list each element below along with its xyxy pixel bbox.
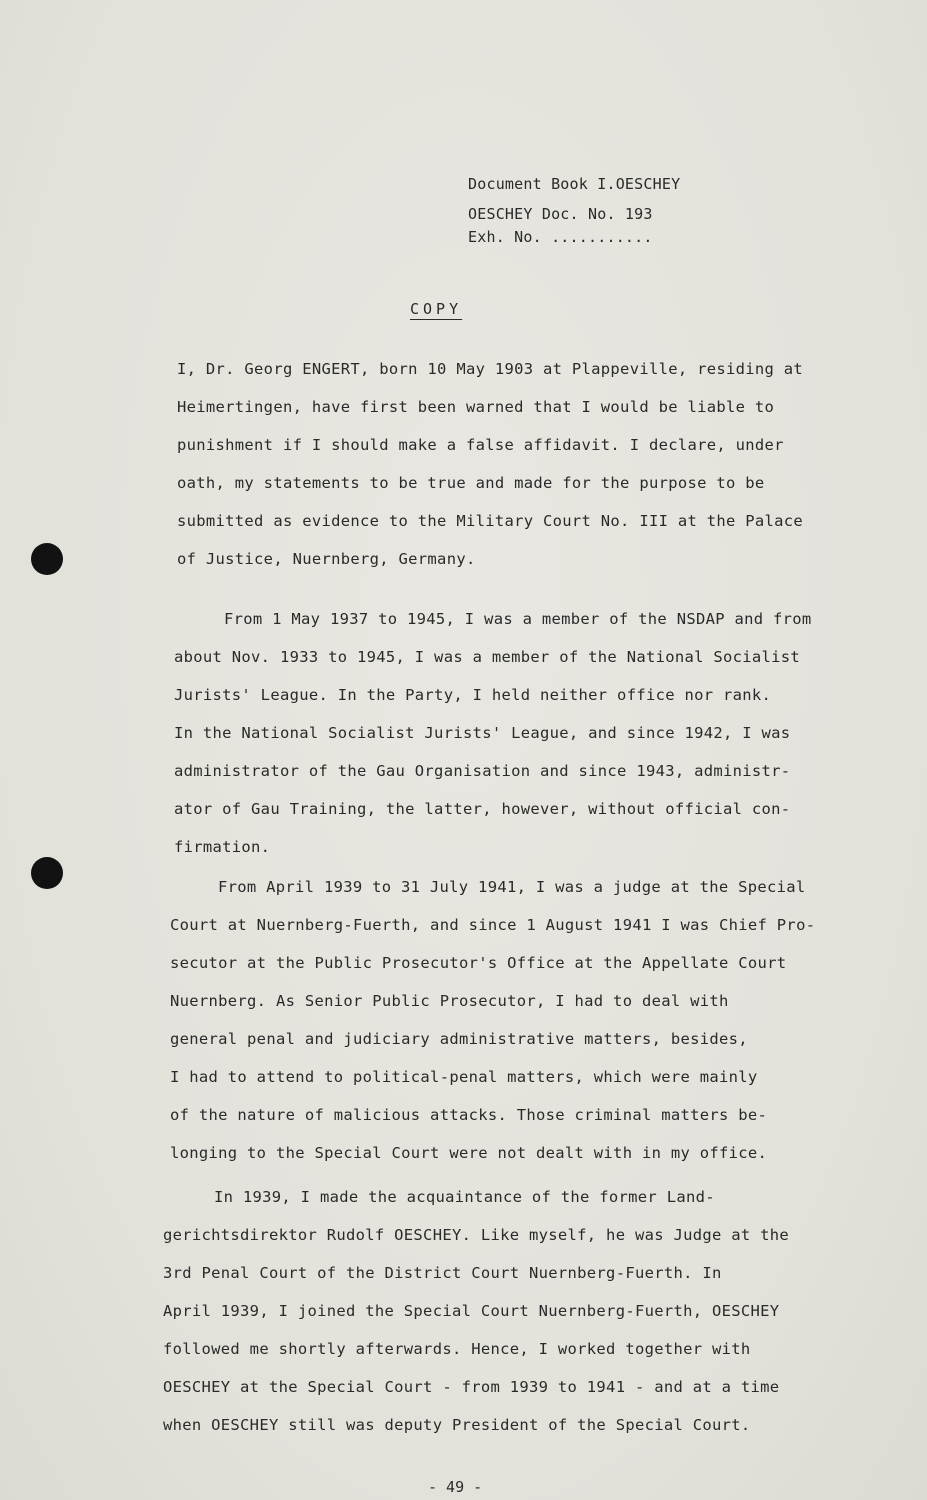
punch-hole-top: [31, 543, 63, 575]
text-line: In the National Socialist Jurists' League, and since 1942, I was: [174, 724, 791, 742]
text-line: of the nature of malicious attacks. Those criminal matters be-: [170, 1106, 768, 1124]
text-line: In 1939, I made the acquaintance of the former Land-: [214, 1188, 715, 1206]
text-line: gerichtsdirektor Rudolf OESCHEY. Like myself, he was Judge at the: [163, 1226, 790, 1244]
text-line: submitted as evidence to the Military Court No. III at the Palace: [177, 512, 804, 530]
text-line: secutor at the Public Prosecutor's Office at the Appellate Court: [170, 954, 787, 972]
text-line: Nuernberg. As Senior Public Prosecutor, I had to deal with: [170, 992, 729, 1010]
text-line: I had to attend to political-penal matters, which were mainly: [170, 1068, 758, 1086]
text-line: From 1 May 1937 to 1945, I was a member of the NSDAP and from: [224, 610, 812, 628]
text-line: about Nov. 1933 to 1945, I was a member of the National Socialist: [174, 648, 801, 666]
text-line: general penal and judiciary administrative matters, besides,: [170, 1030, 748, 1048]
text-line: Jurists' League. In the Party, I held neither office nor rank.: [174, 686, 772, 704]
text-line: when OESCHEY still was deputy President of the Special Court.: [163, 1416, 751, 1434]
text-line: Court at Nuernberg-Fuerth, and since 1 August 1941 I was Chief Pro-: [170, 916, 816, 934]
text-line: OESCHEY at the Special Court - from 1939 to 1941 - and at a time: [163, 1378, 780, 1396]
text-line: Heimertingen, have first been warned that I would be liable to: [177, 398, 775, 416]
text-line: oath, my statements to be true and made for the purpose to be: [177, 474, 765, 492]
text-line: 3rd Penal Court of the District Court Nuernberg-Fuerth. In: [163, 1264, 722, 1282]
text-line: followed me shortly afterwards. Hence, I worked together with: [163, 1340, 751, 1358]
punch-hole-bottom: [31, 857, 63, 889]
header-exhibit-number: Exh. No. ...........: [468, 228, 653, 246]
text-line: I, Dr. Georg ENGERT, born 10 May 1903 at Plappeville, residing at: [177, 360, 804, 378]
header-document-book: Document Book I.OESCHEY: [468, 175, 681, 193]
copy-title: COPY: [410, 300, 463, 318]
text-line: From April 1939 to 31 July 1941, I was a judge at the Special: [218, 878, 806, 896]
text-line: April 1939, I joined the Special Court Nuernberg-Fuerth, OESCHEY: [163, 1302, 780, 1320]
text-line: longing to the Special Court were not dealt with in my office.: [170, 1144, 768, 1162]
text-line: firmation.: [174, 838, 271, 856]
text-line: administrator of the Gau Organisation and since 1943, administr-: [174, 762, 791, 780]
text-line: ator of Gau Training, the latter, however, without official con-: [174, 800, 791, 818]
text-line: punishment if I should make a false affidavit. I declare, under: [177, 436, 784, 454]
text-line: of Justice, Nuernberg, Germany.: [177, 550, 476, 568]
page-number: - 49 -: [428, 1478, 483, 1496]
header-doc-number: OESCHEY Doc. No. 193: [468, 205, 653, 223]
